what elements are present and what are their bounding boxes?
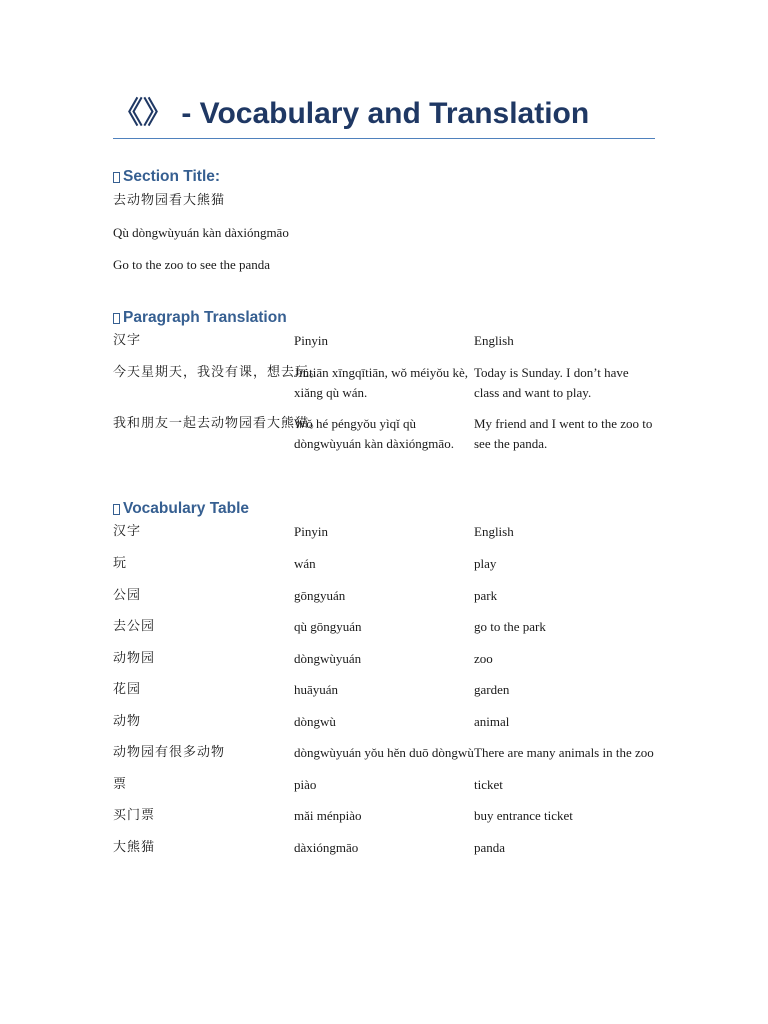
column-header-hanzi: 汉字 [113,524,142,539]
row-english: garden [474,682,510,697]
square-icon [113,172,120,183]
row-english: play [474,556,497,571]
table-row [113,806,655,826]
column-header-pinyin: Pinyin [294,524,328,539]
row-chinese: 花园 [113,682,142,697]
row-pinyin: dòngwùyuán [294,650,362,666]
row-chinese: 动物园 [113,650,156,666]
row-chinese: 动物 [113,713,142,729]
row-pinyin: dòngwùyuán yǒu hěn duō dòngwù [294,745,474,760]
column-header-english: English [474,524,514,539]
table-header-row [113,522,655,542]
table-row [113,363,655,402]
table-row [113,680,655,700]
paragraph-translation-heading-label: Paragraph Translation [123,309,287,326]
vocabulary-heading-label: Vocabulary Table [123,500,250,517]
section-title-chinese: 去动物园看大熊猫 [113,193,226,208]
row-english: animal [474,713,510,729]
vocabulary-heading [113,499,655,519]
row-english: zoo [474,650,493,666]
row-english: park [474,587,498,603]
row-english: panda [474,839,506,855]
section-title-pinyin: Qù dòngwùyuán kàn dàxióngmāo [113,225,289,240]
paragraph-translation-heading [113,308,655,328]
table-row [113,712,655,732]
document-page [113,92,655,857]
column-header-pinyin: Pinyin [294,333,328,348]
square-icon [113,504,120,515]
table-header-row [113,331,655,351]
vocabulary-block [113,499,655,857]
table-row [113,838,655,858]
table-row [113,414,655,453]
document-title: 《》 - Vocabulary and Translation [113,92,655,139]
row-english: ticket [474,776,503,792]
row-pinyin: Jīntiān xīngqītiān, wǒ méiyǒu kè, xiǎng qù wán. [294,365,469,400]
table-row [113,617,655,637]
row-chinese: 我和朋友一起去动物园看大熊猫。 [113,416,324,431]
row-chinese: 票 [113,776,128,792]
row-pinyin: mǎi ménpiào [294,808,362,823]
row-pinyin: dòngwù [294,713,336,729]
row-pinyin: gōngyuán [294,587,346,603]
section-title-heading-label: Section Title: [123,168,221,185]
table-row [113,775,655,795]
table-row [113,586,655,606]
section-title-block [113,167,655,275]
row-chinese: 玩 [113,556,128,571]
table-row [113,649,655,669]
row-english: There are many animals in the zoo [474,745,654,760]
table-row [113,743,655,763]
section-title-english: Go to the zoo to see the panda [113,257,271,272]
row-chinese: 买门票 [113,808,156,823]
row-pinyin: huāyuán [294,682,339,697]
row-chinese: 大熊猫 [113,839,156,855]
row-english: buy entrance ticket [474,808,573,823]
row-pinyin: dàxióngmāo [294,839,359,855]
row-english: My friend and I went to the zoo to see the panda. [474,416,653,451]
row-english: Today is Sunday. I don’t have class and want to play. [474,365,629,400]
row-english: go to the park [474,619,546,634]
row-chinese: 今天星期天，我没有课，想去玩。 [113,365,324,380]
table-row [113,554,655,574]
row-chinese: 公园 [113,587,142,603]
row-pinyin: qù gōngyuán [294,619,362,634]
square-icon [113,313,120,324]
row-chinese: 去公园 [113,619,156,634]
paragraph-translation-table [113,331,655,453]
column-header-english: English [474,333,514,348]
vocabulary-table [113,522,655,857]
row-pinyin: piào [294,776,317,792]
section-title-heading [113,167,655,187]
paragraph-translation-block [113,308,655,453]
column-header-hanzi: 汉字 [113,333,142,348]
row-pinyin: Wǒ hé péngyǒu yìqǐ qù dòngwùyuán kàn dàxióngmāo. [294,416,454,451]
row-chinese: 动物园有很多动物 [113,745,226,760]
row-pinyin: wán [294,556,316,571]
